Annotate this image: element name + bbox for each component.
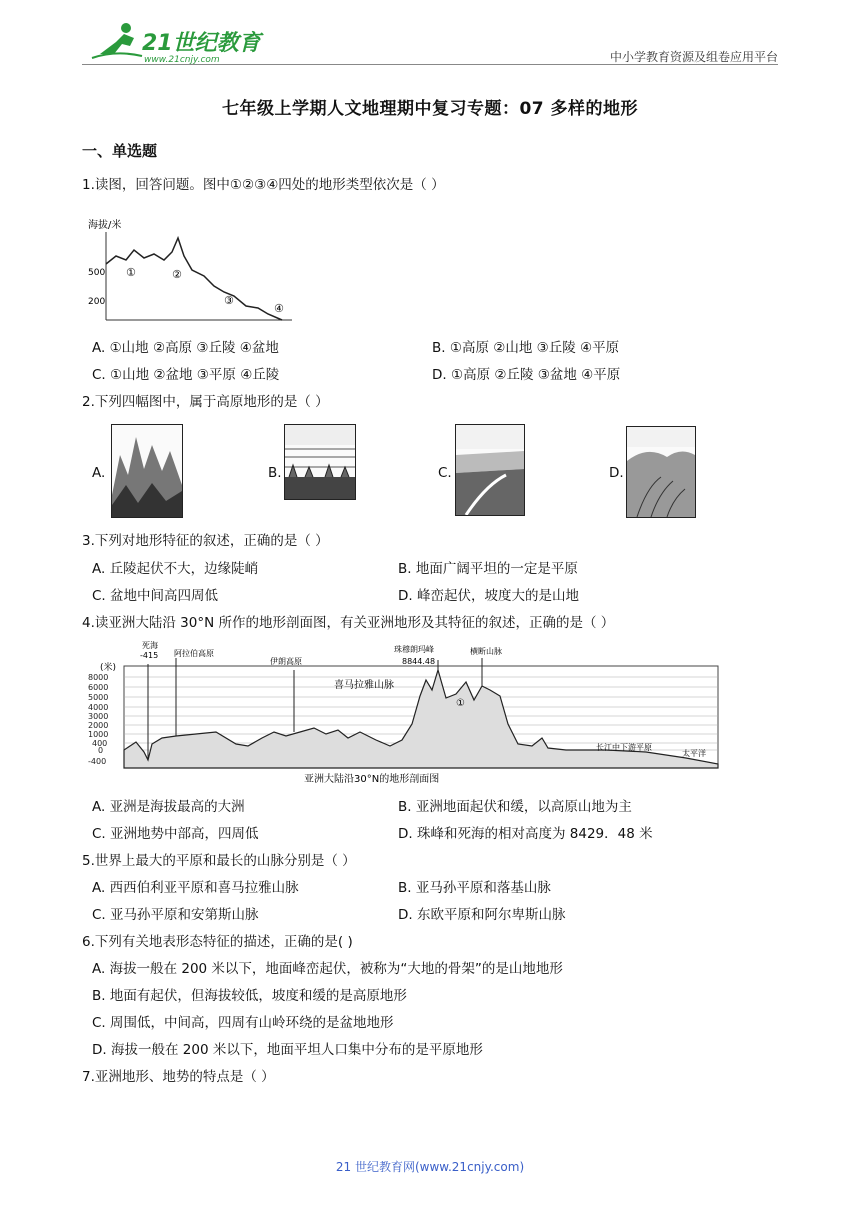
platform-text: 中小学教育资源及组卷应用平台 [609, 50, 778, 64]
q4-label-himalaya: 喜马拉雅山脉 [334, 680, 394, 691]
q2-stem: 2.下列四幅图中，属于高原地形的是（ ） [82, 394, 329, 410]
q4-option-c[interactable]: C. 亚洲地势中部高，四周低 [92, 826, 259, 842]
q4-ytick: 2000 [88, 721, 109, 730]
q5-option-d[interactable]: D. 东欧平原和阿尔卑斯山脉 [398, 907, 566, 923]
q4-label-everest: 珠穆朗玛峰 [394, 645, 434, 654]
q4-caption: 亚洲大陆沿30°N的地形剖面图 [304, 774, 440, 785]
q6-stem: 6.下列有关地表形态特征的描述，正确的是( ) [82, 934, 353, 950]
page-title: 七年级上学期人文地理期中复习专题：07 多样的地形 [221, 99, 639, 119]
q6-option-a[interactable]: A. 海拔一般在 200 米以下，地面峰峦起伏，被称为“大地的骨架”的是山地地形 [92, 961, 563, 977]
q2-label-b[interactable]: B. [268, 465, 282, 481]
q1-marker-1: ① [126, 266, 136, 279]
q1-ylabel: 海拔/米 [88, 220, 122, 231]
q4-label-dead-sea-value: -415 [140, 651, 159, 660]
q1-profile-figure [86, 212, 296, 324]
q4-terrain-profile [124, 670, 718, 768]
q4-option-d[interactable]: D. 珠峰和死海的相对高度为 8429．48 米 [398, 826, 653, 842]
q4-option-a[interactable]: A. 亚洲是海拔最高的大洲 [92, 799, 245, 815]
q2-label-c[interactable]: C. [438, 465, 452, 481]
q4-stem: 4.读亚洲大陆沿 30°N 所作的地形剖面图，有关亚洲地形及其特征的叙述，正确的是（ ） [82, 615, 615, 631]
q2-image-plain[interactable] [284, 424, 356, 500]
q3-option-d[interactable]: D. 峰峦起伏，坡度大的是山地 [398, 588, 579, 604]
q4-label-dead-sea: 死海 [142, 641, 158, 650]
section-heading: 一、单选题 [82, 142, 158, 160]
q4-label-arabian: 阿拉伯高原 [174, 649, 214, 658]
q1-marker-4: ④ [274, 302, 284, 315]
q4-ytick: -400 [88, 757, 107, 766]
q4-label-hengduan: 横断山脉 [470, 647, 502, 656]
q1-stem: 1.读图，回答问题。图中①②③④四处的地形类型依次是（ ） [82, 177, 445, 193]
q2-label-a[interactable]: A. [92, 465, 106, 481]
q4-ytick: 1000 [88, 730, 109, 739]
logo-title: 21世纪教育 [142, 31, 261, 56]
q5-option-c[interactable]: C. 亚马孙平原和安第斯山脉 [92, 907, 259, 923]
q4-label-yangtze: 长江中下游平原 [596, 743, 652, 752]
q4-label-pacific: 太平洋 [682, 749, 706, 758]
q6-option-b[interactable]: B. 地面有起伏，但海拔较低，坡度和缓的是高原地形 [92, 988, 407, 1004]
q2-image-mountains[interactable] [111, 424, 183, 518]
q4-option-b[interactable]: B. 亚洲地面起伏和缓，以高原山地为主 [398, 799, 632, 815]
q4-ytick: 5000 [88, 693, 109, 702]
q5-stem: 5.世界上最大的平原和最长的山脉分别是（ ） [82, 853, 356, 869]
q1-tick-500: 500 [88, 268, 106, 278]
q1-marker-3: ③ [224, 294, 234, 307]
q2-label-d[interactable]: D. [609, 465, 624, 481]
q4-label-circle1: ① [456, 698, 465, 709]
q3-option-a[interactable]: A. 丘陵起伏不大，边缘陡峭 [92, 561, 259, 577]
q1-option-a[interactable]: A. ①山地 ②高原 ③丘陵 ④盆地 [92, 340, 279, 356]
q1-option-c[interactable]: C. ①山地 ②盆地 ③平原 ④丘陵 [92, 367, 280, 383]
header-divider [82, 64, 778, 65]
q6-option-d[interactable]: D. 海拔一般在 200 米以下，地面平坦人口集中分布的是平原地形 [92, 1042, 483, 1058]
q2-image-hills[interactable] [626, 426, 696, 518]
footer-link[interactable]: 21 世纪教育网(www.21cnjy.com) [335, 1160, 525, 1174]
q1-marker-2: ② [172, 268, 182, 281]
logo-url: www.21cnjy.com [144, 55, 220, 65]
q2-image-plateau[interactable] [455, 424, 525, 516]
q5-option-a[interactable]: A. 西西伯利亚平原和喜马拉雅山脉 [92, 880, 299, 896]
q7-stem: 7.亚洲地形、地势的特点是（ ） [82, 1069, 275, 1085]
q4-ytick: 4000 [88, 703, 109, 712]
q4-label-iran: 伊朗高原 [270, 657, 302, 666]
q3-option-c[interactable]: C. 盆地中间高四周低 [92, 588, 219, 604]
site-logo [86, 20, 266, 66]
q3-option-b[interactable]: B. 地面广阔平坦的一定是平原 [398, 561, 578, 577]
q4-ytick: 0 [98, 746, 104, 755]
q4-unit: (米) [100, 663, 117, 673]
q3-stem: 3.下列对地形特征的叙述，正确的是（ ） [82, 533, 329, 549]
q1-terrain-line [106, 238, 282, 320]
q1-option-d[interactable]: D. ①高原 ②丘陵 ③盆地 ④平原 [432, 367, 621, 383]
q5-option-b[interactable]: B. 亚马孙平原和落基山脉 [398, 880, 551, 896]
q6-option-c[interactable]: C. 周围低，中间高，四周有山岭环绕的是盆地地形 [92, 1015, 394, 1031]
q4-profile-figure [86, 640, 726, 786]
q4-ytick: 400 [92, 739, 108, 748]
q1-option-b[interactable]: B. ①高原 ②山地 ③丘陵 ④平原 [432, 340, 620, 356]
q4-ytick: 8000 [88, 673, 109, 682]
q1-tick-200: 200 [88, 297, 106, 307]
q4-label-everest-value: 8844.48 [402, 657, 436, 666]
runner-logo-icon [92, 23, 142, 58]
q4-ytick: 3000 [88, 712, 109, 721]
q4-ytick: 6000 [88, 683, 109, 692]
